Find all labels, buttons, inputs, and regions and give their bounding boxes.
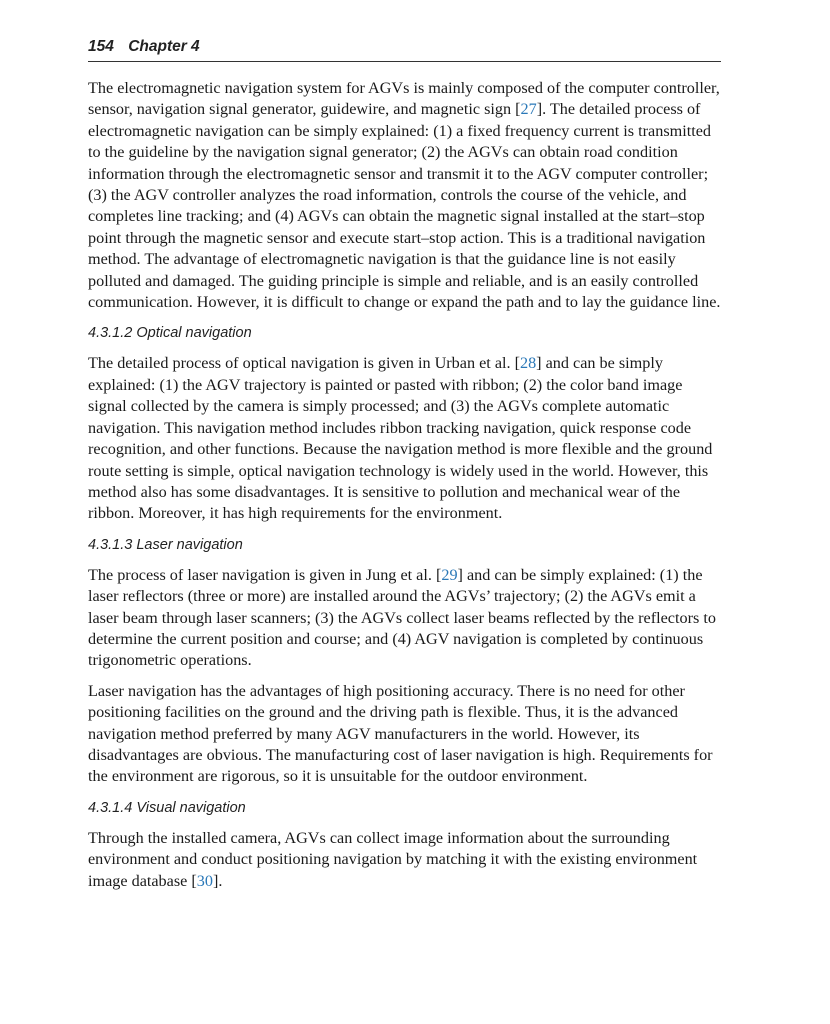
page-number: 154 [88, 38, 114, 55]
paragraph-text: ] and can be simply explained: (1) the AGV trajectory is painted or pasted with ribbon; (2) the color band image signal collected by the camera is simply processed; and (3) the AGVs complete automatic navigation. This navigation method includes ribbon tracking navigation, quick response code recognition, and other functions. Because the navigation method is more flexible and the ground route setting is simple, optical navigation technology is widely used in the world. However, this method also has some disadvantages. It is sensitive to pollution and mechanical wear of the ribbon. Moreover, it has high requirements for the environment. [88, 354, 713, 523]
paragraph-text: ] and can be simply explained: (1) the laser reflectors (three or more) are installed around the AGVs’ trajectory; (2) the AGVs emit a laser beam through laser scanners; (3) the AGVs collect laser beams reflected by the reflectors to determine the current position and course; and (4) AGV navigation is completed by continuous trigonometric operations. [88, 565, 716, 670]
paragraph-laser [88, 565, 721, 672]
paragraph-electromagnetic [88, 78, 721, 313]
section-heading-laser: 4.3.1.3 Laser navigation [88, 536, 243, 553]
paragraph-text: The process of laser navigation is given in Jung et al. [ [88, 565, 442, 584]
paragraph-text: The detailed process of optical navigation is given in Urban et al. [ [88, 354, 520, 373]
citation-link-29[interactable]: 29 [441, 565, 458, 584]
chapter-label: Chapter 4 [128, 38, 200, 55]
paragraph-laser-advantages: Laser navigation has the advantages of high positioning accuracy. There is no need for other positioning facilities on the ground and the driving path is flexible. Thus, it is the advanced navigation method preferred by many AGV manufacturers in the world. However, its disadvantages are obvious. The manufacturing cost of laser navigation is high. Requirements for the environment are rigorous, so it is unsuitable for the outdoor environment. [88, 681, 713, 786]
citation-link-30[interactable]: 30 [196, 871, 213, 890]
paragraph-text: The electromagnetic navigation system for AGVs is mainly composed of the computer controller, sensor, navigation signal generator, guidewire, and magnetic sign [ [88, 79, 720, 119]
body-text [88, 78, 721, 901]
section-heading-visual: 4.3.1.4 Visual navigation [88, 799, 246, 816]
running-header [88, 38, 721, 62]
paragraph-optical [88, 353, 721, 524]
citation-link-27[interactable]: 27 [520, 100, 537, 119]
citation-link-28[interactable]: 28 [519, 354, 537, 373]
section-heading-optical: 4.3.1.2 Optical navigation [88, 325, 252, 342]
paragraph-text: Through the installed camera, AGVs can collect image information about the surrounding environment and conduct positioning navigation by matching it with the existing environment image database [ [88, 828, 698, 890]
paragraph-visual [88, 828, 721, 892]
paragraph-text: ]. The detailed process of electromagnetic navigation can be simply explained: (1) a fixed frequency current is transmitted to the guideline by the navigation signal generator; (2) the AGVs can obtain road condition information through the electromagnetic sensor and transmit it to the AGV computer controller; (3) the AGV controller analyzes the road information, controls the course of the vehicle, and completes line tracking; and (4) AGVs can obtain the magnetic signal installed at the start–stop point through the magnetic sensor and execute start–stop action. This is a traditional navigation method. The advantage of electromagnetic navigation is that the guidance line is not easily polluted and damaged. The guiding principle is simple and reliable, and is an easily controlled communication. However, it is difficult to change or expand the path and to lay the guidance line. [88, 100, 721, 312]
paragraph-text: ]. [212, 871, 223, 890]
